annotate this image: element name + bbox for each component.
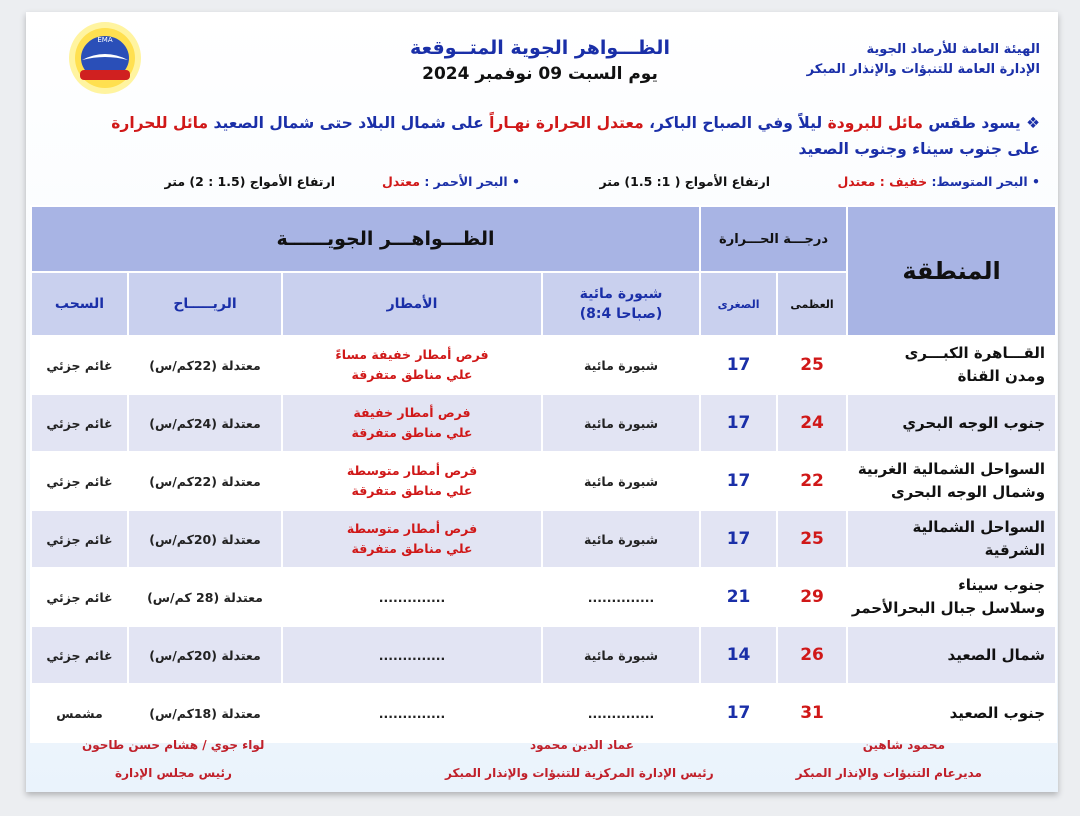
clouds-header: السحب [31,272,128,336]
fog-cell: شبورة مائية [542,336,700,394]
rain-line-1: فرص أمطار متوسطة [346,521,478,536]
rain-line-1: .............. [378,705,446,721]
fog-header [542,272,700,336]
rain-line-1: .............. [378,647,446,663]
region-cell [847,452,1056,510]
summary-text-5: على شمال البلاد حتى شمال الصعيد [208,114,490,132]
max-temp-cell: 25 [777,336,847,394]
max-temp-cell: 29 [777,568,847,626]
region-line-1: جنوب الصعيد [949,703,1046,722]
rain-line-2: علي مناطق متفرقة [351,483,473,498]
rain-cell [282,336,542,394]
rain-header: الأمطار [282,272,542,336]
min-temp-cell: 17 [700,336,777,394]
region-cell [847,394,1056,452]
cloud-cell: غائم جزئي [31,452,128,510]
rain-line-1: فرص أمطار خفيفة [353,405,471,420]
region-line-2: وشمال الوجه البحرى [890,483,1046,501]
min-temp-cell: 14 [700,626,777,684]
region-line-1: جنوب سيناء [958,576,1046,594]
summary-bullet-icon: ❖ [1026,114,1040,132]
min-temp-cell: 17 [700,394,777,452]
region-line-1: القـــاهرة الكبـــرى [904,344,1046,362]
rain-line-2: علي مناطق متفرقة [351,541,473,556]
wind-cell: معتدلة (22كم/س) [128,452,282,510]
med-sea-label: • البحر المتوسط: [931,174,1040,189]
cloud-cell: غائم جزئي [31,394,128,452]
summary-text-1: يسود طقس [922,114,1021,132]
wind-cell: معتدلة (20كم/س) [128,510,282,568]
max-temp-cell: 31 [777,684,847,742]
table-row [31,626,1056,684]
cloud-cell: مشمس [31,684,128,742]
region-cell [847,510,1056,568]
summary-text-4: معتدل الحرارة نهـاراً [489,114,644,132]
min-temp-cell: 17 [700,452,777,510]
fog-cell: شبورة مائية [542,510,700,568]
rain-cell [282,394,542,452]
rain-cell [282,684,542,742]
cloud-cell: غائم جزئي [31,336,128,394]
red-sea-state [382,174,520,189]
fog-header-line-1: شبورة مائية [579,286,663,302]
fog-cell: شبورة مائية [542,452,700,510]
cloud-cell: غائم جزئي [31,568,128,626]
signatory-right-title: مديرعام التنبؤات والإنذار المبكر [795,766,982,780]
forecast-date: يوم السبت 09 نوفمبر 2024 [422,64,658,84]
med-sea-state: خفيف : معتدل [837,174,932,189]
org-line-1: الهيئة العامة للأرصاد الجوية [866,42,1040,57]
fog-cell: .............. [542,568,700,626]
rain-line-2: علي مناطق متفرقة [351,425,473,440]
max-temp-cell: 24 [777,394,847,452]
organization-header [807,40,1040,80]
region-line-1: السواحل الشمالية الشرقية [912,518,1046,559]
cloud-cell: غائم جزئي [31,510,128,568]
table-row [31,684,1056,742]
region-line-2: ومدن القناة [957,367,1046,385]
table-row [31,568,1056,626]
logo-ribbon [80,70,130,80]
wind-cell: معتدلة (18كم/س) [128,684,282,742]
region-cell [847,626,1056,684]
region-cell [847,336,1056,394]
wind-cell: معتدلة (24كم/س) [128,394,282,452]
table-row [31,452,1056,510]
max-temp-header: العظمى [777,272,847,336]
summary-text-2: مائل للبرودة [827,114,923,132]
winds-header: الريـــــاح [128,272,282,336]
red-sea-state-value: معتدل [382,174,425,189]
red-sea-waves: ارتفاع الأمواج (1.5 : 2) متر [164,174,335,189]
org-line-2: الإدارة العامة للتنبؤات والإنذار المبكر [806,62,1040,77]
title-block [350,35,730,87]
fog-header-line-2: (8:4 صباحا) [579,306,663,322]
min-temp-cell: 17 [700,510,777,568]
signatory-left-name: لواء جوي / هشام حسن طاحون [82,738,265,752]
table-row [31,336,1056,394]
region-line-2: وسلاسل جبال البحرالأحمر [851,599,1046,617]
max-temp-cell: 22 [777,452,847,510]
region-cell [847,568,1056,626]
ema-logo [50,20,160,100]
rain-line-1: .............. [378,589,446,605]
rain-line-1: فرص أمطار متوسطة [346,463,478,478]
min-temp-cell: 17 [700,684,777,742]
phenomena-header: الظـــواهـــر الجويــــــة [31,206,700,272]
wind-cell: معتدلة (20كم/س) [128,626,282,684]
fog-cell: شبورة مائية [542,394,700,452]
summary-text-7: على جنوب سيناء وجنوب الصعيد [798,140,1040,158]
region-line-1: شمال الصعيد [947,645,1046,664]
fog-cell: شبورة مائية [542,626,700,684]
weather-summary [100,110,1040,162]
region-cell [847,684,1056,742]
rain-cell [282,626,542,684]
max-temp-cell: 25 [777,510,847,568]
min-temp-header: الصغرى [700,272,777,336]
signatory-center-name: عماد الدين محمود [530,738,634,752]
cloud-cell: غائم جزئي [31,626,128,684]
signatory-center-title: رئيس الإدارة المركزية للتنبؤات والإنذار المبكر [445,766,714,780]
rain-line-1: فرص أمطار خفيفة مساءً [335,347,489,362]
wind-cell: معتدلة (22كم/س) [128,336,282,394]
max-temp-cell: 26 [777,626,847,684]
forecast-table [30,205,1057,743]
table-row [31,394,1056,452]
page-title: الظـــواهر الجوية المتــوقعة [410,37,670,59]
rain-cell [282,452,542,510]
rain-line-2: علي مناطق متفرقة [351,367,473,382]
temperature-header: درجـــة الحـــرارة [700,206,847,272]
logo-text: EMA [97,36,113,44]
summary-text-6: مائل للحرارة [111,114,209,132]
rain-cell [282,568,542,626]
summary-text-3: ليلاً وفي الصباح الباكر، [643,114,828,132]
min-temp-cell: 21 [700,568,777,626]
red-sea-label: • البحر الأحمر : [424,174,520,189]
region-line-1: جنوب الوجه البحري [902,413,1046,432]
mediterranean-sea-state [837,174,1040,189]
fog-cell: .............. [542,684,700,742]
mediterranean-waves: ارتفاع الأمواج ( 1: 1.5) متر [599,174,770,189]
table-row [31,510,1056,568]
wind-cell: معتدلة (28 كم/س) [128,568,282,626]
signatory-left-title: رئيس مجلس الإدارة [115,766,232,780]
region-line-1: السواحل الشمالية الغربية [857,460,1046,478]
signatory-right-name: محمود شاهين [862,738,945,752]
rain-cell [282,510,542,568]
region-header: المنطقة [847,206,1056,336]
